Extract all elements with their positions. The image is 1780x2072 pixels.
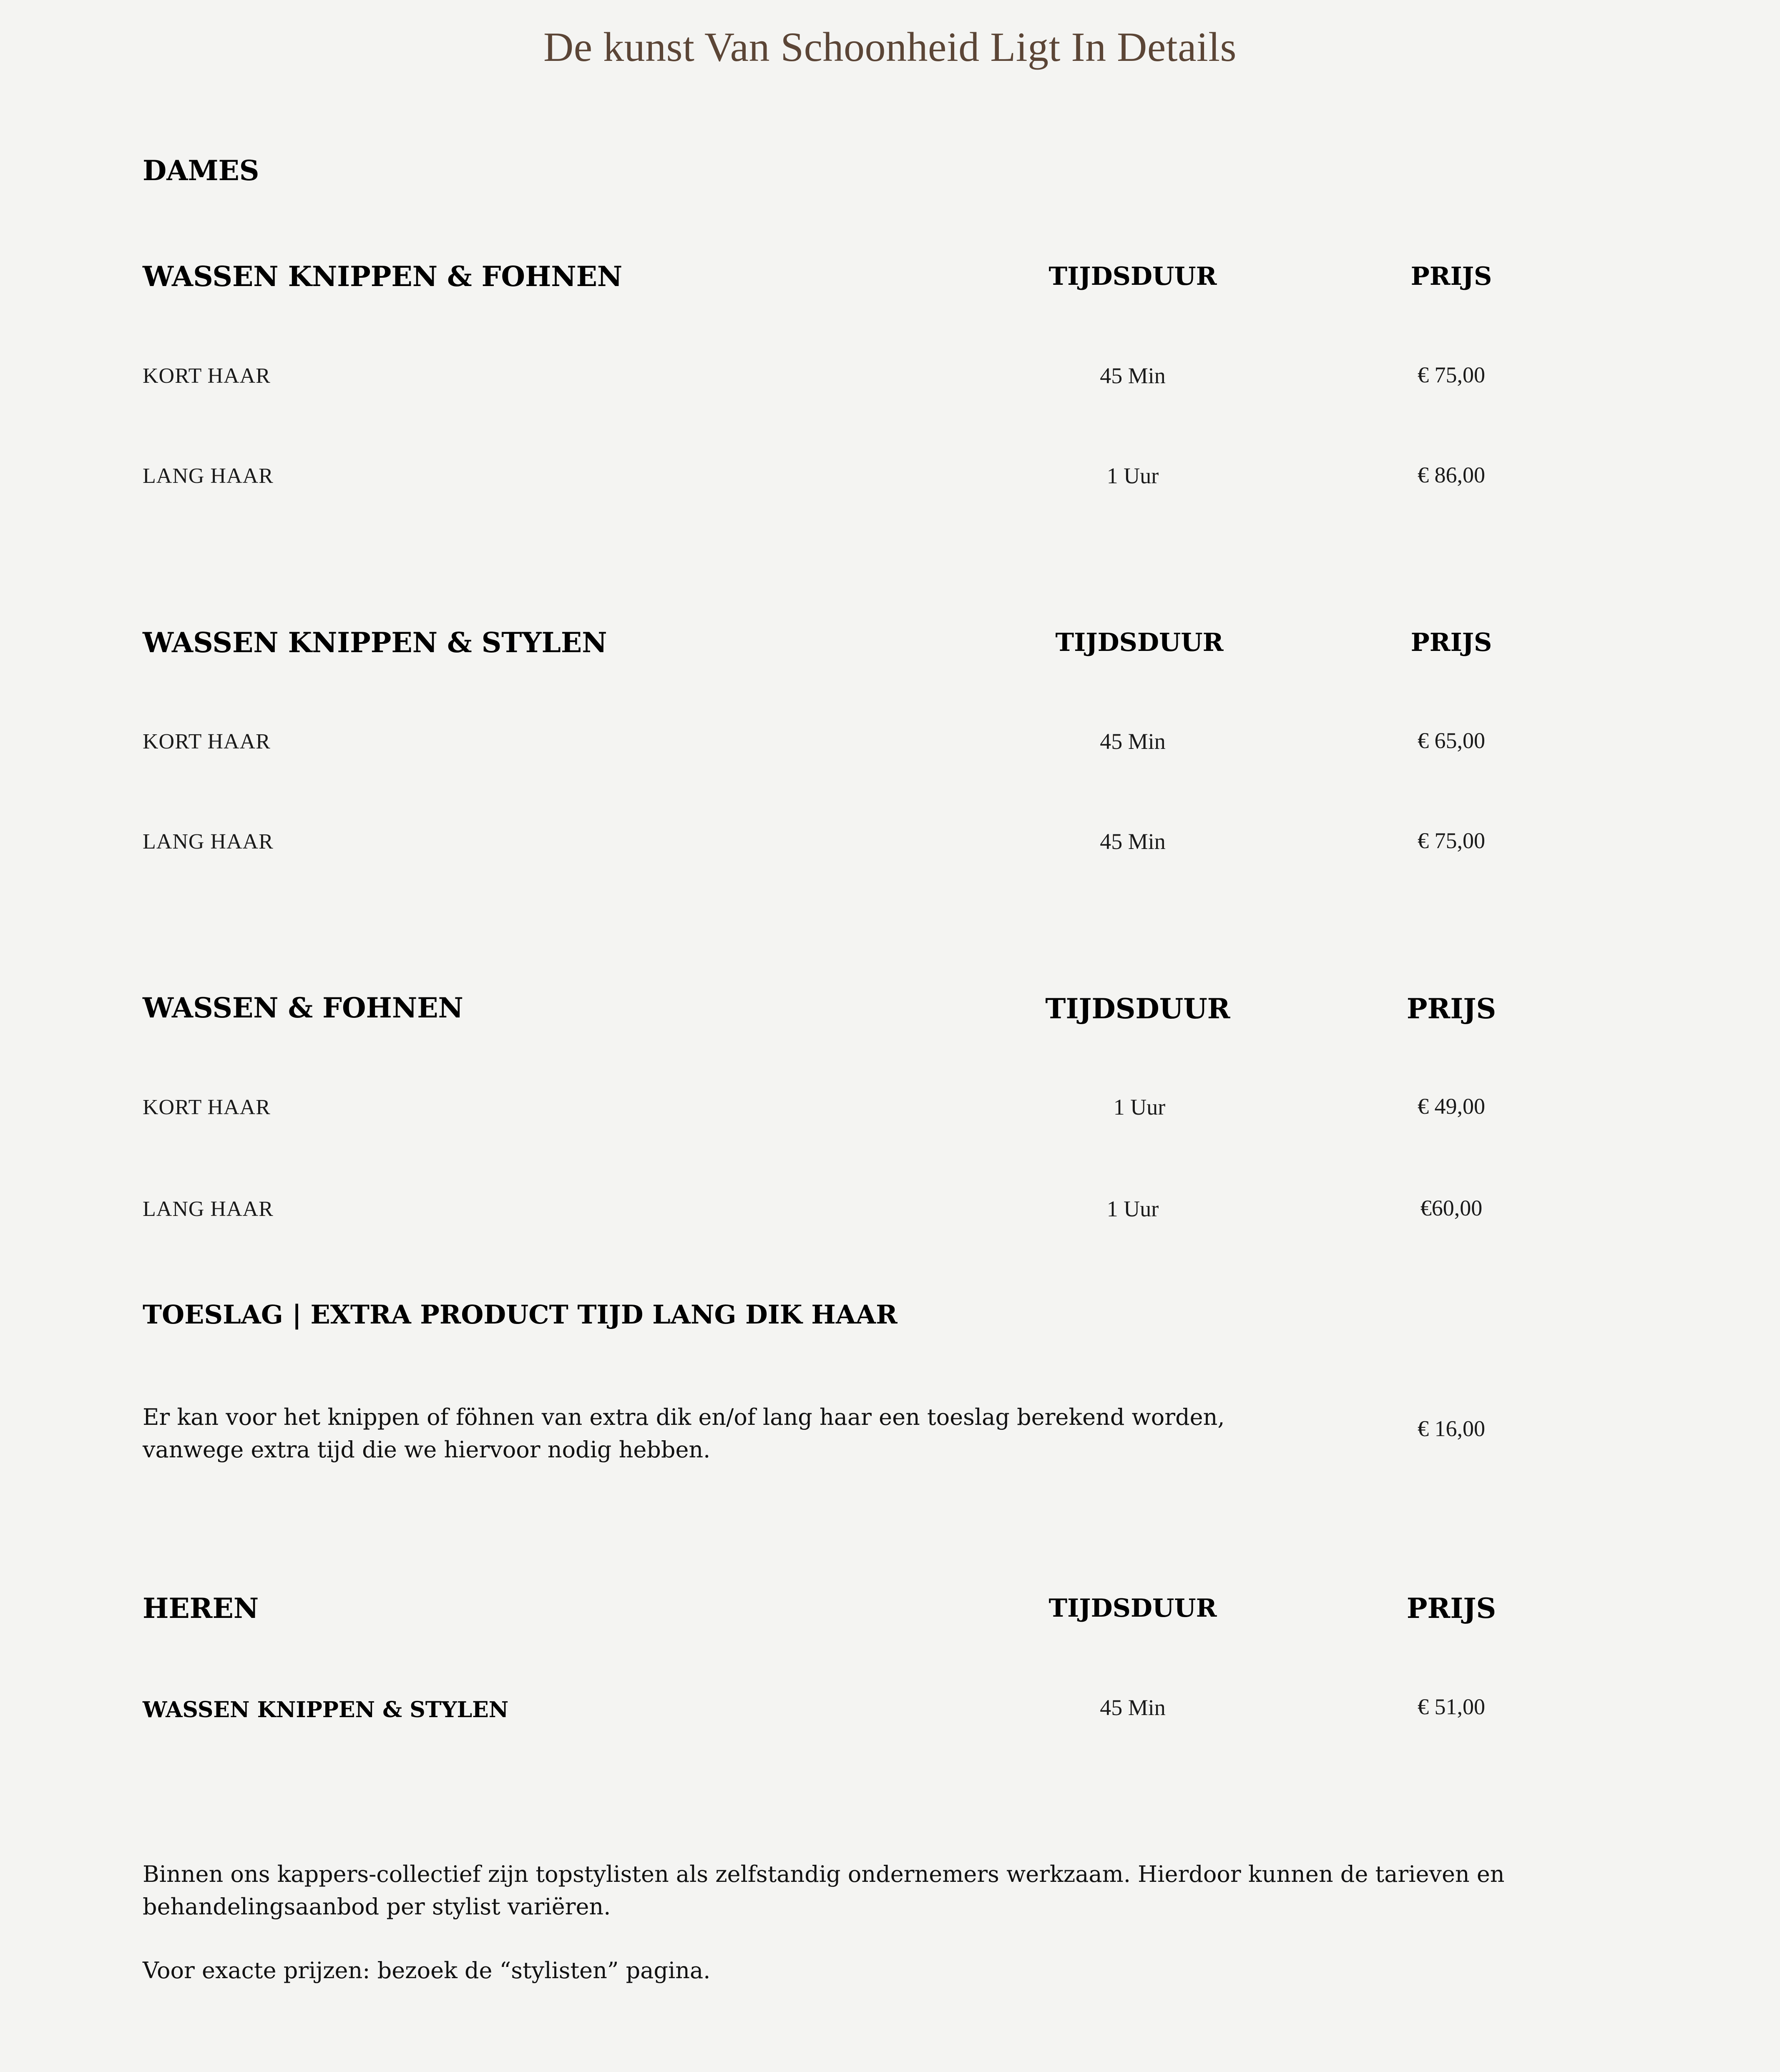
column-header-time: TIJDSDUUR: [1045, 992, 1230, 1025]
service-label: LANG HAAR: [143, 464, 274, 488]
service-price: € 75,00: [1418, 828, 1485, 853]
column-header-time: TIJDSDUUR: [1055, 628, 1224, 657]
section-title: TOESLAG | EXTRA PRODUCT TIJD LANG DIK HAAR: [143, 1299, 898, 1330]
service-label: KORT HAAR: [143, 730, 271, 753]
service-time: 1 Uur: [1113, 1095, 1166, 1120]
heren-heading: HEREN: [143, 1592, 259, 1625]
service-time: 45 Min: [1100, 1695, 1166, 1720]
service-price: € 65,00: [1418, 728, 1485, 753]
toeslag-description: Er kan voor het knippen of föhnen van extra dik en/of lang haar een toeslag berekend worden, vanwege extra tijd die we hiervoor nodig hebben.: [143, 1404, 1225, 1463]
service-price: € 86,00: [1418, 462, 1485, 487]
service-time: 1 Uur: [1106, 1196, 1159, 1221]
service-label: WASSEN KNIPPEN & STYLEN: [143, 1697, 509, 1723]
service-time: 1 Uur: [1106, 463, 1159, 488]
section-title: WASSEN KNIPPEN & STYLEN: [143, 626, 607, 659]
page-title: De kunst Van Schoonheid Ligt In Details: [543, 24, 1237, 70]
column-header-price: PRIJS: [1406, 992, 1496, 1025]
service-price: € 75,00: [1418, 362, 1485, 387]
service-label: LANG HAAR: [143, 830, 274, 854]
service-price: € 51,00: [1418, 1694, 1485, 1719]
service-time: 45 Min: [1100, 729, 1166, 754]
column-header-time: TIJDSDUUR: [1048, 262, 1217, 291]
column-header-time: TIJDSDUUR: [1048, 1594, 1217, 1623]
dames-heading: DAMES: [143, 154, 259, 187]
service-price: €60,00: [1420, 1195, 1483, 1221]
footer-stylists-link[interactable]: Voor exacte prijzen: bezoek de “stylisten” pagina.: [143, 1957, 711, 1984]
section-title: WASSEN KNIPPEN & FOHNEN: [143, 260, 623, 293]
service-label: KORT HAAR: [143, 364, 271, 388]
column-header-price: PRIJS: [1406, 1592, 1496, 1625]
service-time: 45 Min: [1100, 363, 1166, 388]
column-header-price: PRIJS: [1410, 262, 1492, 291]
toeslag-price: € 16,00: [1418, 1416, 1485, 1441]
column-header-price: PRIJS: [1410, 628, 1492, 657]
service-price: € 49,00: [1418, 1094, 1485, 1119]
footer-note: Binnen ons kappers-collectief zijn topstylisten als zelfstandig ondernemers werkzaam. Hierdoor kunnen de tarieven en behandelingsaanbod per stylist variëren.: [143, 1861, 1505, 1920]
service-label: KORT HAAR: [143, 1095, 271, 1119]
service-time: 45 Min: [1100, 829, 1166, 854]
section-title: WASSEN & FOHNEN: [143, 992, 463, 1024]
service-label: LANG HAAR: [143, 1197, 274, 1221]
